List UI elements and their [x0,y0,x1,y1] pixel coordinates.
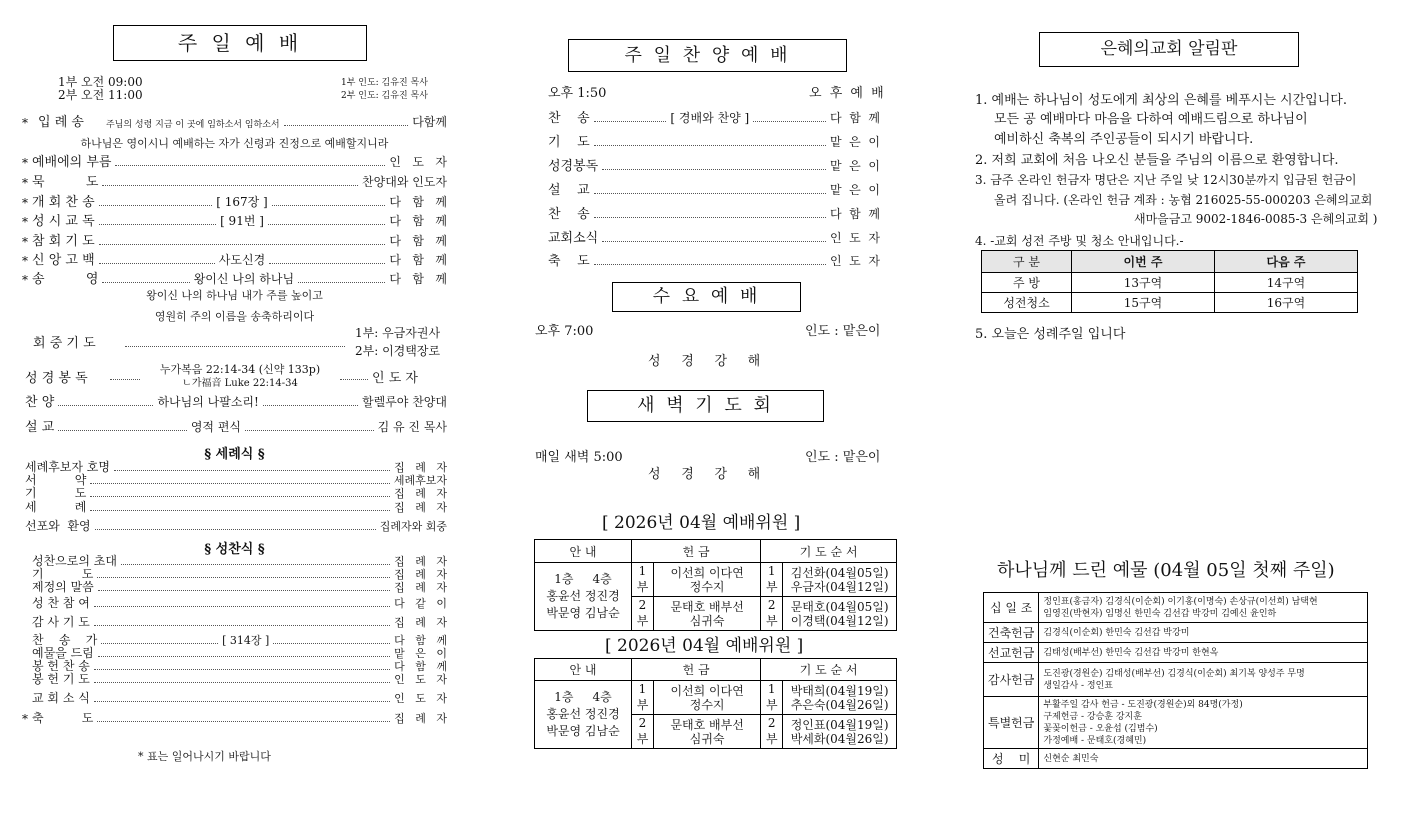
item-label: 송 영 [32,272,99,287]
item-label: 성 찬 참 여 [32,596,90,610]
item-leader: 다 함 께 [389,195,447,209]
item-label: 기 도 [25,486,87,500]
offering-names: 정인표(홍금자) 김경식(이순회) 이기홍(이명숙) 손상규(이선희) 남택현 임영진(박현자) 임명신 한민숙 김선갑 박강미 김예신 윤인하 [1039,593,1368,623]
prayer-label: 회 중 기 도 [33,336,96,351]
order-sermon [25,417,447,435]
item-leader: 다 함 께 [394,634,448,647]
item-label: 세례후보자 호명 [25,460,110,474]
offering-row [984,593,1368,623]
item-leader: 인 도 자 [829,254,880,268]
item-detail: [ 314장 ] [222,634,270,647]
committee-header-prayer: 기 도 순 서 [761,540,897,563]
item-leader: 집 례 자 [394,461,447,474]
offering-names: 김태성(배부선) 한민숙 김선갑 박강미 한현옥 [1039,643,1368,663]
offering-category: 감사헌금 [984,663,1039,697]
item-label: 기 도 [548,135,590,150]
service-leader-1: 1부 인도: 김유진 목사 [341,78,428,88]
praise-order-item [548,108,880,126]
praise-time: 오후 1:50 [548,86,607,101]
item-leader: 집례자와 회중 [379,520,447,533]
item-label: 찬 송 [548,207,590,222]
item-leader: 집 례 자 [394,616,447,629]
communion-heading: § 성찬식 § [204,542,265,557]
bulletin-board-title: 은혜의교회 알림판 [1039,32,1299,67]
item-label: 교 회 소 식 [32,691,90,705]
standing-marker: * [22,254,28,268]
offering-row [984,663,1368,697]
order-choir [25,392,447,410]
standing-marker: * [22,273,28,287]
dawn-time: 매일 새벽 5:00 [535,450,623,465]
standing-marker: * [22,235,28,249]
item-label: 축 도 [32,711,94,725]
item-detail: 사도신경 [218,253,266,267]
baptism-item [25,518,447,534]
item-leader: 집 례 자 [394,712,447,725]
item-leader: 인 도 자 [389,155,447,169]
item-leader: 다 함 께 [389,214,448,228]
item-detail: 왕이신 나의 하나님 [193,272,295,286]
item-label: 봉 헌 기 도 [32,672,90,686]
offering-category: 십 일 조 [984,593,1039,623]
standing-marker: * [22,176,28,190]
item-label: 교회소식 [548,231,599,246]
item-leader: 맡 은 이 [829,183,880,197]
sermon-label: 설 교 [25,420,55,435]
offering-row [984,623,1368,643]
committee-header-guide: 안 내 [535,540,632,563]
item-detail: [ 경배와 찬양 ] [670,111,750,125]
item-leader: 집 례 자 [394,555,447,568]
item-leader: 인 도 자 [829,231,880,245]
announcement-1-line-3: 예비하신 축복의 주인공들이 되시기 바랍니다. [994,132,1254,147]
item-leader: 찬양대와 인도자 [362,175,447,189]
item-leader: 집 례 자 [394,501,447,514]
communion-item [22,690,447,706]
item-leader: 다 함 께 [829,207,880,221]
item-label: 제정의 말씀 [32,580,94,594]
praise-order-item [548,204,880,222]
praise-order-item [548,180,880,198]
item-label: 성찬으로의 초대 [32,554,117,568]
dawn-leader: 인도 : 맡은이 [805,450,881,465]
item-leader: 다 함 께 [389,272,447,286]
item-leader: 다 함 께 [389,234,447,248]
sermon-preacher: 김 유 진 목사 [377,420,447,434]
choir-label: 찬 양 [25,395,55,410]
offering-row [984,697,1368,749]
item-label: 묵 도 [32,175,99,190]
cleaning-table: 구 분 이번 주 다음 주 주 방 13구역 14구역 성전청소 15구역 16구역 [981,250,1358,313]
communion-item [22,614,447,630]
entrance-text: 주님의 성령 지금 이 곳에 임하소서 임하소서 [105,120,280,130]
item-label: 축 도 [548,254,590,269]
item-label: 봉 헌 찬 송 [32,659,90,673]
praise-order-item [548,251,880,269]
prayer-leader-1: 1부: 우금자권사 [355,326,441,340]
dawn-content: 성 경 강 해 [648,467,761,482]
doxology-line-1: 왕이신 나의 하나님 내가 주를 높이고 [146,289,323,302]
item-leader: 맡 은 이 [829,159,880,173]
item-label: 예배에의 부름 [32,155,112,170]
service-time-1: 1부 오전 09:00 [58,75,143,89]
item-leader: 인 도 자 [394,673,447,686]
standing-marker: * [22,156,28,170]
offering-category: 성 미 [984,749,1039,769]
baptism-heading: § 세례식 § [204,447,265,462]
praise-order-item [548,228,880,246]
reading-right: 인 도 자 [372,371,418,386]
praise-order-item [548,132,880,150]
order-item [22,192,447,210]
announcement-2: 2. 저희 교회에 처음 나오신 분들을 주님의 이름으로 환영합니다. [975,153,1339,168]
announcement-3-line-2: 올려 집니다. (온라인 헌금 계좌 : 농협 216025-55-000203 은혜의교회 [994,193,1373,207]
choir-song: 하나님의 나팔소리! [157,395,259,409]
praise-time-right: 오 후 예 배 [809,86,886,101]
item-label: 찬 송 [548,111,590,126]
communion-item [22,595,447,611]
item-leader: 세례후보자 [393,474,447,487]
item-leader: 집 례 자 [394,487,447,500]
standing-marker: * [22,712,28,726]
item-label: 설 교 [548,183,590,198]
committee-table-2: 안 내 헌 금 기 도 순 서 1층 4층 홍윤선 정진경 박문영 김남순 1부 이선희 이다연 정수지 1부 박태희(04월19일) 추은숙(04월26일) 2부 문태호 배부선 심귀숙 2부 정인표(04월19일) 박세화(04월26일) [534,658,897,749]
praise-service-title: 주 일 찬 양 예 배 [568,39,847,72]
item-label: 예물을 드림 [32,646,94,660]
offering-category: 선교헌금 [984,643,1039,663]
item-label: 찬 송 가 [32,633,98,647]
committee-header-offering: 헌 금 [632,540,761,563]
committee-title-1: [ 2026년 04월 예배위원 ] [602,513,801,533]
item-leader: 집 례 자 [394,581,447,594]
item-label: 기 도 [32,567,94,581]
committee-guide-cell: 1층 4층 홍윤선 정진경 박문영 김남순 [535,681,632,749]
announcement-3-line-3: 새마을금고 9002-1846-0085-3 은혜의교회 ) [1134,212,1378,226]
wednesday-content: 성 경 강 해 [648,354,761,369]
item-label: 신 앙 고 백 [32,253,95,268]
baptism-item [25,499,447,515]
announcement-5: 5. 오늘은 성례주일 입니다 [975,327,1126,342]
order-item [22,250,447,268]
doxology-line-2: 영원히 주의 이름을 송축하리이다 [154,310,315,323]
item-leader: 집 례 자 [394,568,447,581]
item-leader: 다 함 께 [389,253,447,267]
standing-marker: * [22,215,28,229]
order-item [22,172,447,190]
offering-names: 신현순 최민숙 [1039,749,1368,769]
item-leader: 다 함 께 [829,111,881,125]
entrance-verse: 하나님은 영이시니 예배하는 자가 신령과 진정으로 예배할지니라 [80,137,389,150]
service-time-2: 2부 오전 11:00 [58,88,143,102]
item-label: 서 약 [25,473,87,487]
offering-table [983,592,1368,769]
communion-item [22,710,447,726]
offering-row [984,749,1368,769]
reading-passage: 누가복음 22:14-34 (신약 133p) [159,363,321,376]
order-item [22,231,447,249]
offering-row [984,643,1368,663]
praise-order-item [548,156,880,174]
item-detail: [ 91번 ] [220,214,264,228]
item-label: 성 시 교 독 [32,214,95,229]
sunday-service-title: 주 일 예 배 [113,25,367,61]
prayer-leader-2: 2부: 이경택장로 [355,344,441,358]
committee-title-2: [ 2026년 04월 예배위원 ] [605,636,804,656]
offering-names: 부활주일 감사 헌금 - 도진광(경원순)외 84명(가정) 구제헌금 - 강승훈 강지훈 꽃꽂이헌금 - 오윤섭 (김범수) 가정예배 - 문태호(경혜민) [1039,697,1368,749]
offering-title: 하나님께 드린 예물 (04월 05일 첫째 주일) [997,560,1335,581]
standing-footnote: * 표는 일어나시기 바랍니다 [138,750,271,763]
announcement-1-line-2: 모든 공 예배마다 마음을 다하여 예배드림으로 하나님이 [994,112,1308,127]
item-label: 참 회 기 도 [32,234,95,249]
item-leader: 맡 은 이 [394,647,447,660]
order-item [22,152,447,170]
sermon-title: 영적 편식 [190,420,242,434]
item-label: 개 회 찬 송 [32,195,95,210]
item-leader: 인 도 자 [394,692,447,705]
offering-names: 김경식(이순회) 한민숙 김선갑 박강미 [1039,623,1368,643]
service-leader-2: 2부 인도: 김유진 목사 [341,91,428,101]
wednesday-leader: 인도 : 맡은이 [805,324,881,339]
item-label: 성경봉독 [548,159,599,174]
item-leader: 맡 은 이 [829,135,880,149]
entrance-right: 다함께 [412,115,447,129]
order-entrance: * 입 례 송 주님의 성령 지금 이 곳에 임하소서 임하소서 다함께 [22,112,447,130]
announcement-3-line-1: 3. 금주 온라인 헌금자 명단은 지난 주일 낮 12시30분까지 입금된 헌금이 [975,173,1357,187]
communion-item [22,579,447,595]
dawn-prayer-title: 새 벽 기 도 회 [587,390,824,422]
committee-table-1: 안 내 헌 금 기 도 순 서 1층 4층 홍윤선 정진경 박문영 김남순 1부 이선희 이다연 정수지 1부 김선화(04월05일) 우금자(04월12일) 2부 문태호 배부선 심귀숙 2부 문태호(04월05일) 이경택(04월12일) [534,539,897,631]
offering-names: 도진광(경원순) 김태성(배부선) 김경식(이순회) 최기복 양성주 무명 생일감사 - 정인표 [1039,663,1368,697]
item-label: 세 례 [25,500,87,514]
entrance-label: 입 례 송 [38,115,84,130]
offering-category: 특별헌금 [984,697,1039,749]
communion-item [22,671,447,687]
order-item [22,269,447,287]
order-item [22,211,447,229]
reading-passage-sub: ㄴ가福音 Luke 22:14-34 [182,378,298,389]
item-leader: 다 함 께 [394,660,447,673]
item-label: 감 사 기 도 [32,615,90,629]
standing-marker: * [22,196,28,210]
item-leader: 다 같 이 [394,597,447,610]
offering-category: 건축헌금 [984,623,1039,643]
choir-right: 할렐루야 찬양대 [362,395,447,409]
wednesday-service-title: 수 요 예 배 [612,282,801,312]
announcement-4: 4. -교회 성전 주방 및 청소 안내입니다.- [975,234,1184,248]
item-label: 선포와 환영 [25,519,91,533]
committee-guide-cell: 1층 4층 홍윤선 정진경 박문영 김남순 [535,563,632,631]
wednesday-time: 오후 7:00 [535,324,594,339]
announcement-1-line-1: 1. 예배는 하나님이 성도에게 최상의 은혜를 베푸시는 시간입니다. [975,93,1347,108]
item-detail: [ 167장 ] [216,195,268,209]
reading-label: 성 경 봉 독 [25,371,88,386]
